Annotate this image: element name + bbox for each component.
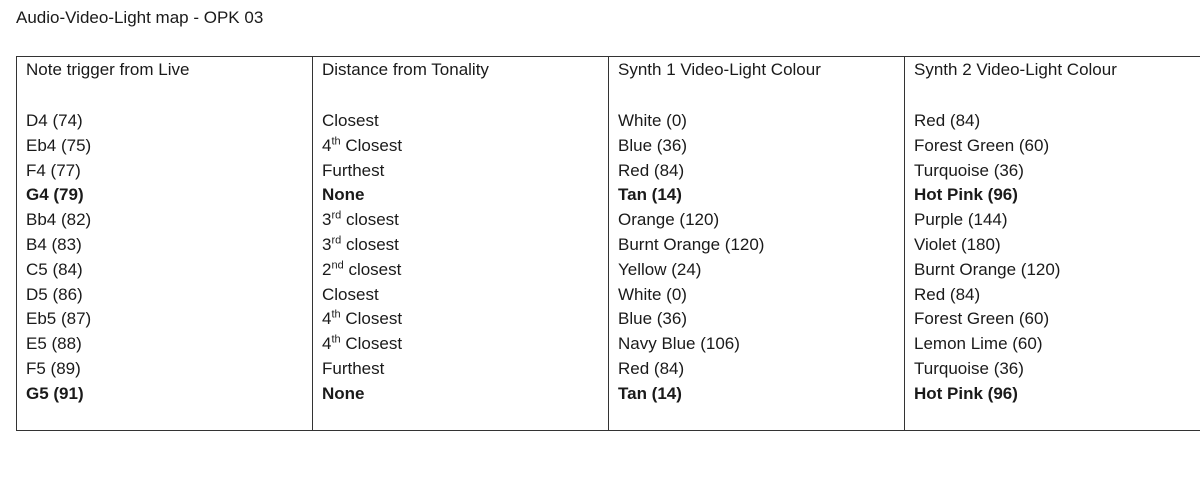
note-cell: Eb5 (87) (26, 309, 92, 329)
note-cell: F4 (77) (26, 160, 81, 180)
note-cell: Eb4 (75) (26, 135, 92, 155)
synth1-cell: Orange (120) (618, 210, 720, 230)
synth2-cell: Hot Pink (96) (914, 383, 1018, 403)
distance-cell (322, 283, 608, 308)
synth2-cell: Turquoise (36) (914, 160, 1024, 180)
synth1-cell: Navy Blue (106) (618, 334, 740, 354)
note-cell: E5 (88) (26, 334, 82, 354)
synth1-cell: Blue (36) (618, 309, 687, 329)
distance-value: 4 (322, 135, 332, 155)
note-cell: F5 (89) (26, 358, 81, 378)
synth2-cell: Hot Pink (96) (914, 185, 1018, 205)
synth2-cell: Red (84) (914, 111, 981, 130)
synth2-cell: Lemon Lime (60) (914, 334, 1043, 354)
distance-value: 4 (322, 309, 332, 329)
distance-value: 3 (322, 210, 332, 230)
distance-rest: closest (343, 259, 402, 279)
synth1-cell: Red (84) (618, 160, 685, 180)
column-note-trigger (17, 57, 313, 430)
distance-rest: Closest (340, 135, 403, 155)
synth1-cell: White (0) (618, 284, 687, 304)
note-cell: Bb4 (82) (26, 210, 92, 230)
distance-rest: closest (341, 210, 399, 230)
synth2-cell: Turquoise (36) (914, 358, 1024, 378)
distance-cell (322, 233, 608, 258)
note-cell: D4 (74) (26, 111, 83, 130)
synth1-cell: Burnt Orange (120) (618, 234, 765, 254)
distance-rest: closest (341, 234, 399, 254)
distance-cell (322, 183, 608, 208)
column-synth2-colour (905, 57, 1200, 430)
synth2-cells (914, 109, 1200, 407)
distance-cell (322, 258, 608, 283)
ordinal-suffix: rd (331, 209, 342, 222)
column-synth1-colour (609, 57, 905, 430)
synth2-cell: Red (84) (914, 284, 981, 304)
synth1-cells (618, 109, 904, 407)
distance-value: None (322, 185, 365, 205)
ordinal-suffix: nd (331, 259, 344, 272)
distance-cell (322, 159, 608, 184)
synth2-cell: Burnt Orange (120) (914, 259, 1061, 279)
synth1-cell: Blue (36) (618, 135, 687, 155)
synth1-cell: Tan (14) (618, 383, 682, 403)
column-header-note-trigger: Note trigger from Live (26, 60, 190, 79)
audio-video-light-table (16, 56, 1200, 431)
distance-value: 4 (322, 334, 332, 354)
distance-cell (322, 307, 608, 332)
distance-cell (322, 382, 608, 407)
distance-value: Furthest (322, 358, 385, 378)
distance-value: 2 (322, 259, 332, 279)
distance-value: None (322, 383, 365, 403)
synth2-cell: Forest Green (60) (914, 135, 1050, 155)
distance-value: 3 (322, 234, 332, 254)
distance-cell (322, 357, 608, 382)
distance-rest: Closest (340, 309, 403, 329)
synth1-cell: White (0) (618, 111, 687, 130)
distance-cell (322, 208, 608, 233)
document-title: Audio-Video-Light map - OPK 03 (16, 8, 264, 27)
distance-value: Closest (322, 111, 379, 130)
synth2-cell: Forest Green (60) (914, 309, 1050, 329)
synth2-cell: Purple (144) (914, 210, 1008, 230)
distance-cell (322, 332, 608, 357)
ordinal-suffix: th (331, 308, 341, 321)
synth1-cell: Red (84) (618, 358, 685, 378)
synth2-cell: Violet (180) (914, 234, 1001, 254)
distance-cell (322, 134, 608, 159)
note-cell: D5 (86) (26, 284, 83, 304)
note-cell: G4 (79) (26, 185, 84, 205)
column-header-distance: Distance from Tonality (322, 60, 489, 79)
distance-cells (322, 109, 608, 407)
note-trigger-cells (26, 109, 312, 407)
note-cell: G5 (91) (26, 383, 84, 403)
ordinal-suffix: th (331, 135, 341, 148)
distance-value: Furthest (322, 160, 385, 180)
synth1-cell: Tan (14) (618, 185, 682, 205)
ordinal-suffix: th (331, 333, 341, 346)
ordinal-suffix: rd (331, 234, 342, 247)
synth1-cell: Yellow (24) (618, 259, 702, 279)
distance-cell (322, 109, 608, 134)
distance-rest: Closest (340, 334, 403, 354)
column-distance (313, 57, 609, 430)
distance-value: Closest (322, 284, 379, 304)
note-cell: C5 (84) (26, 259, 83, 279)
column-header-synth1: Synth 1 Video-Light Colour (618, 60, 821, 79)
note-cell: B4 (83) (26, 234, 82, 254)
column-header-synth2: Synth 2 Video-Light Colour (914, 60, 1117, 79)
